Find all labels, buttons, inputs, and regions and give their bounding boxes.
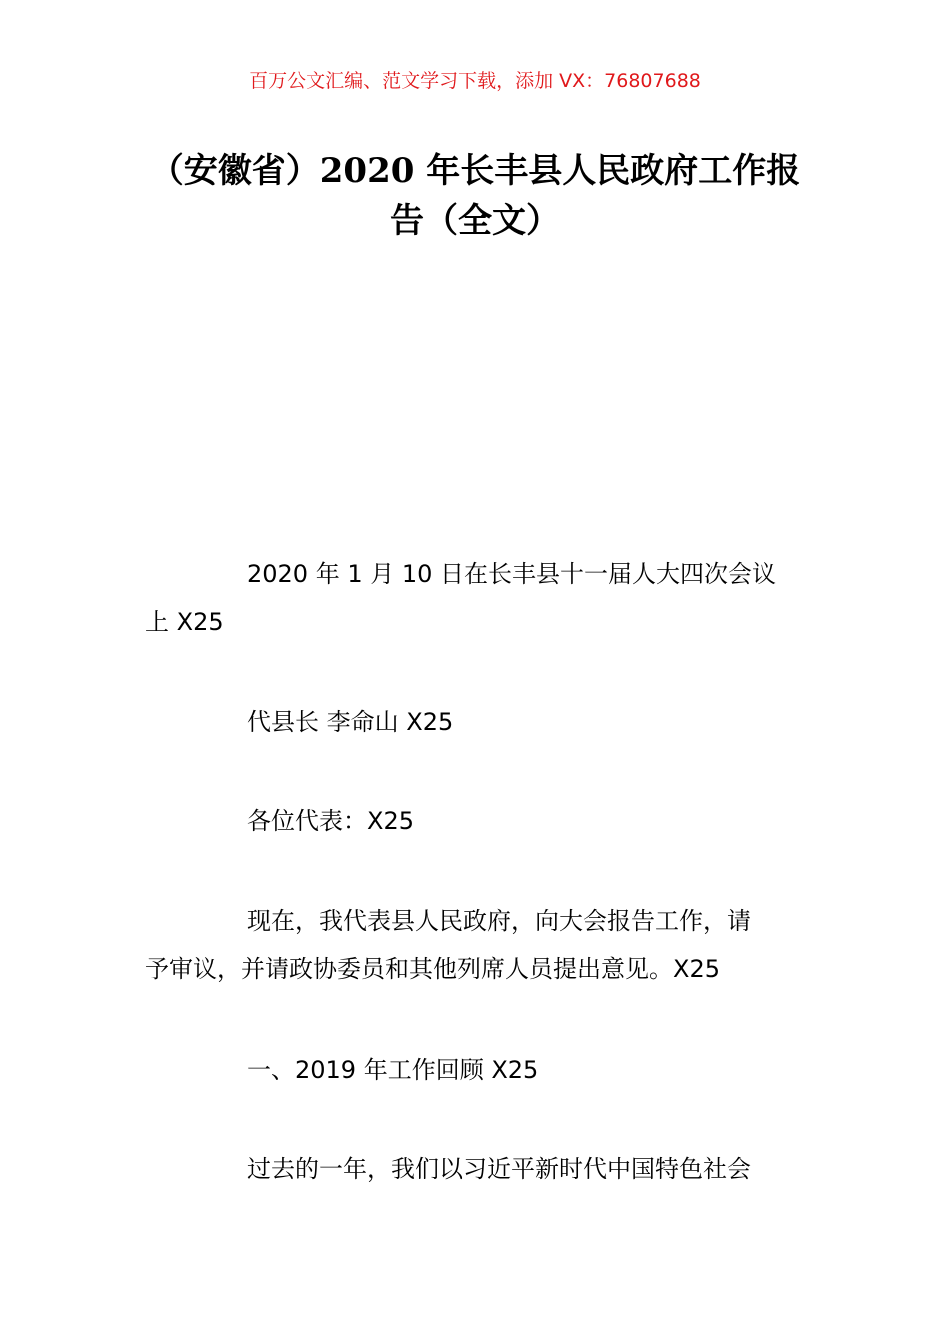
paragraph-speaker <box>145 698 810 746</box>
promo-header: 百万公文汇编、范文学习下载，添加 VX：76807688 <box>249 70 701 92</box>
paragraph-greeting <box>145 797 810 845</box>
paragraph-intro <box>145 897 810 993</box>
paragraph-meeting-date <box>145 550 810 646</box>
paragraph-line: 现在，我代表县人民政府，向大会报告工作，请 <box>247 907 751 935</box>
paragraph-line: 2020 年 1 月 10 日在长丰县十一届人大四次会议 <box>247 560 777 588</box>
paragraph-line: 过去的一年，我们以习近平新时代中国特色社会 <box>247 1155 751 1183</box>
section-heading-review <box>145 1046 810 1094</box>
paragraph-line: 各位代表：X25 <box>247 807 414 835</box>
paragraph-line: 代县长 李命山 X25 <box>247 708 454 736</box>
paragraph-line: 上 X25 <box>145 608 224 636</box>
document-title <box>130 146 820 246</box>
title-line-2: 告（全文） <box>390 201 560 241</box>
paragraph-line: 一、2019 年工作回顾 X25 <box>247 1056 539 1084</box>
paragraph-review-body <box>145 1145 810 1193</box>
paragraph-line: 予审议，并请政协委员和其他列席人员提出意见。X25 <box>145 955 720 983</box>
title-line-1: （安徽省）2020 年长丰县人民政府工作报 <box>149 151 801 191</box>
